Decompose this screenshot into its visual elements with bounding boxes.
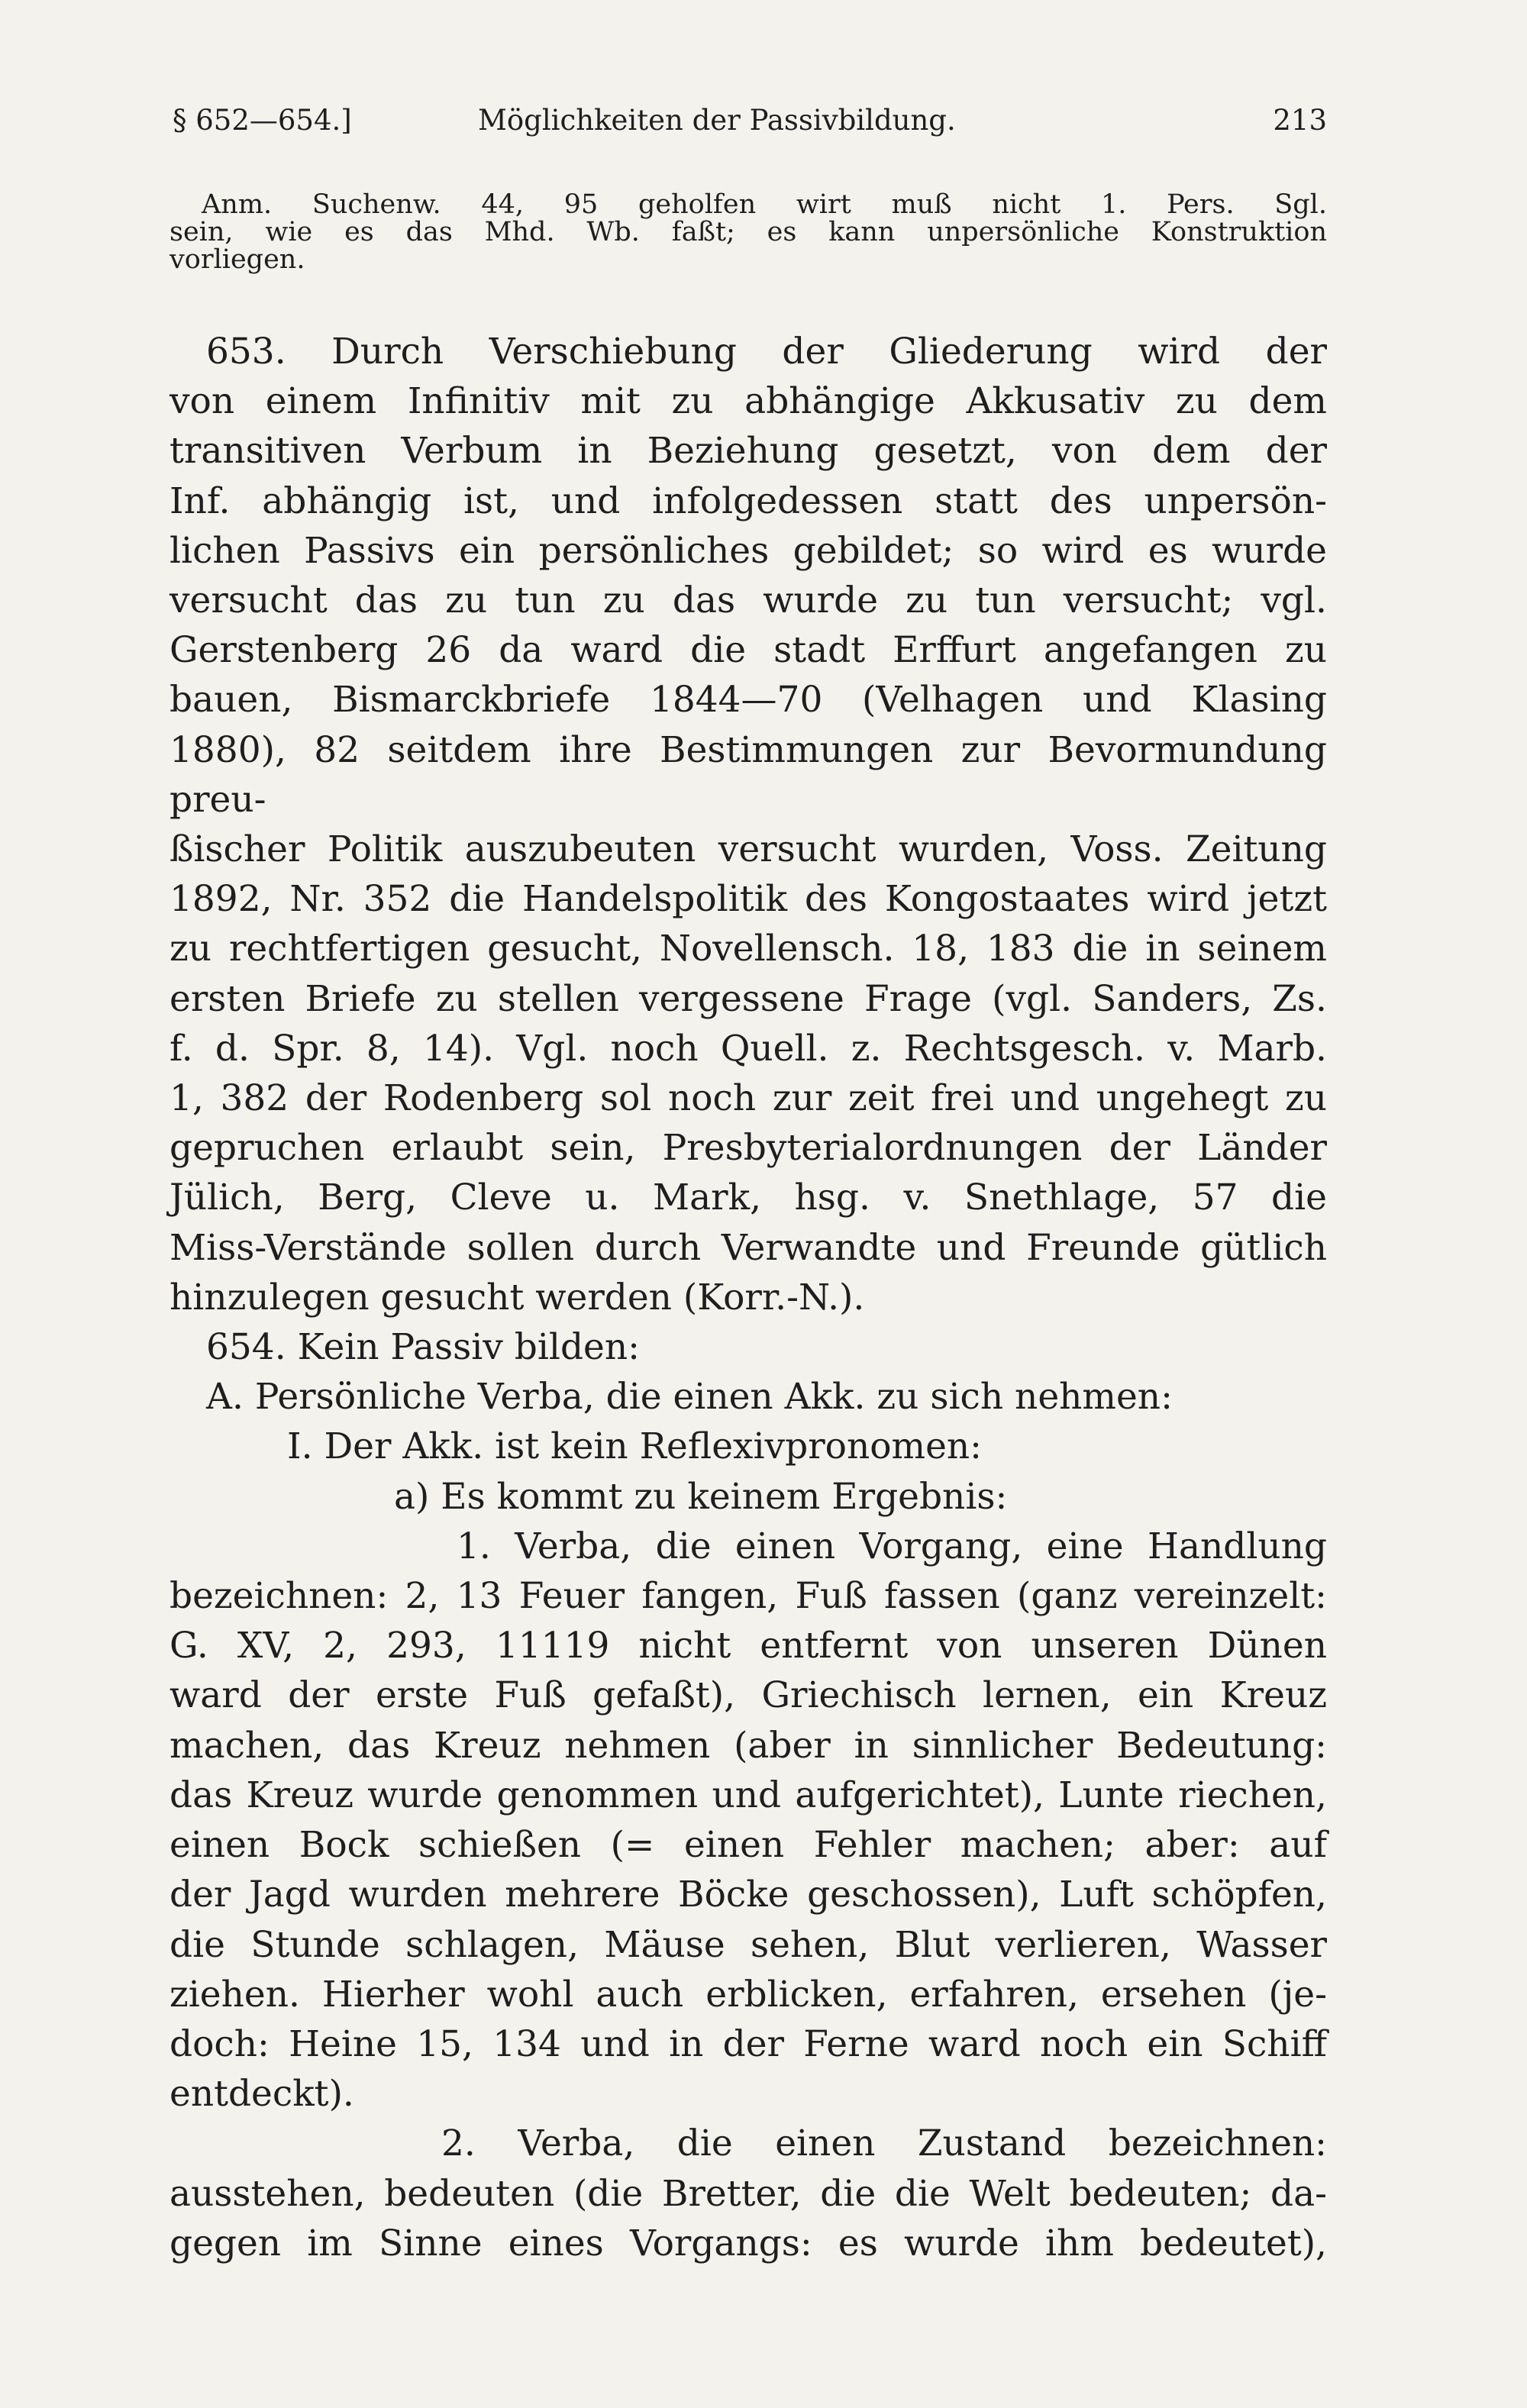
text-line: doch: Heine 15, 134 und in der Ferne ward noch ein Schiff [169, 2022, 1327, 2065]
heading-a-sub: a) Es kommt zu keinem Ergebnis: [394, 1475, 1008, 1518]
note-line: vorliegen. [169, 244, 305, 275]
text-line: der Jagd wurden mehrere Böcke geschossen), Luft schöpfen, [169, 1874, 1327, 1916]
text-line: 1880), 82 seitdem ihre Bestimmungen zur Bevormundung preu- [169, 728, 1327, 821]
text-line: G. XV, 2, 293, 11119 nicht entfernt von unseren Dünen [169, 1625, 1327, 1667]
item-1-start: 1. Verba, die einen Vorgang, eine Handlung [457, 1525, 1327, 1567]
text-line: gegen im Sinne eines Vorgangs: es wurde ihm bedeutet), [169, 2222, 1327, 2264]
paragraph-654-start: 654. Kein Passiv bilden: [206, 1326, 640, 1369]
note-line: Anm. Suchenw. 44, 95 geholfen wirt muß nicht 1. Pers. Sgl. [202, 189, 1327, 220]
text-line: machen, das Kreuz nehmen (aber in sinnlicher Bedeutung: [169, 1724, 1327, 1767]
text-line: lichen Passivs ein persönliches gebildet; so wird es wurde [169, 529, 1327, 572]
text-line: ziehen. Hierher wohl auch erblicken, erfahren, ersehen (je- [169, 1973, 1327, 2016]
annotation-note [169, 191, 1327, 273]
text-line: Inf. abhängig ist, und infolgedessen statt des unpersön- [169, 479, 1327, 522]
main-text [169, 327, 1327, 2268]
text-line: Gerstenberg 26 da ward die stadt Erffurt angefangen zu [169, 629, 1327, 672]
text-line: einen Bock schießen (= einen Fehler machen; aber: auf [169, 1824, 1327, 1867]
text-line: ausstehen, bedeuten (die Bretter, die die Welt bedeuten; da- [169, 2172, 1327, 2215]
text-line: Miss-Verstände sollen durch Verwandte und Freunde gütlich [169, 1226, 1327, 1269]
text-line: 1892, Nr. 352 die Handelspolitik des Kongostaates wird jetzt [169, 878, 1327, 921]
text-line: hinzulegen gesucht werden (Korr.-N.). [169, 1276, 865, 1319]
running-header [173, 104, 1327, 150]
text-line: bezeichnen: 2, 13 Feuer fangen, Fuß fassen (ganz vereinzelt: [169, 1575, 1327, 1618]
text-line: ersten Briefe zu stellen vergessene Frage (vgl. Sanders, Zs. [169, 977, 1327, 1020]
text-line: versucht das zu tun zu das wurde zu tun versucht; vgl. [169, 579, 1327, 622]
text-line: Jülich, Berg, Cleve u. Mark, hsg. v. Snethlage, 57 die [169, 1177, 1327, 1219]
text-line: gepruchen erlaubt sein, Presbyterialordnungen der Länder [169, 1127, 1327, 1170]
text-line: transitiven Verbum in Beziehung gesetzt, von dem der [169, 430, 1327, 473]
page-number: 213 [1273, 104, 1327, 137]
text-line: entdeckt). [169, 2073, 354, 2116]
text-line: bauen, Bismarckbriefe 1844—70 (Velhagen und Klasing [169, 679, 1327, 721]
heading-i: I. Der Akk. ist kein Reflexivpronomen: [287, 1425, 983, 1468]
text-line: von einem Infinitiv mit zu abhängige Akkusativ zu dem [169, 380, 1327, 423]
paragraph-653-start: 653. Durch Verschiebung der Gliederung wird der [206, 331, 1327, 373]
header-title: Möglichkeiten der Passivbildung. [478, 104, 956, 137]
text-line: das Kreuz wurde genommen und aufgerichtet), Lunte riechen, [169, 1774, 1327, 1816]
text-line: f. d. Spr. 8, 14). Vgl. noch Quell. z. Rechtsgesch. v. Marb. [169, 1027, 1327, 1070]
note-line: sein, wie es das Mhd. Wb. faßt; es kann unpersönliche Konstruktion [169, 217, 1327, 247]
heading-a: A. Persönliche Verba, die einen Akk. zu sich nehmen: [206, 1376, 1173, 1419]
text-line: ßischer Politik auszubeuten versucht wurden, Voss. Zeitung [169, 828, 1327, 871]
item-2-start: 2. Verba, die einen Zustand bezeichnen: [441, 2122, 1327, 2165]
text-line: 1, 382 der Rodenberg sol noch zur zeit frei und ungehegt zu [169, 1077, 1327, 1120]
text-line: die Stunde schlagen, Mäuse sehen, Blut verlieren, Wasser [169, 1923, 1327, 1966]
text-line: zu rechtfertigen gesucht, Novellensch. 18, 183 die in seinem [169, 928, 1327, 970]
text-line: ward der erste Fuß gefaßt), Griechisch lernen, ein Kreuz [169, 1674, 1327, 1717]
header-section-range: § 652—654.] [173, 104, 352, 137]
